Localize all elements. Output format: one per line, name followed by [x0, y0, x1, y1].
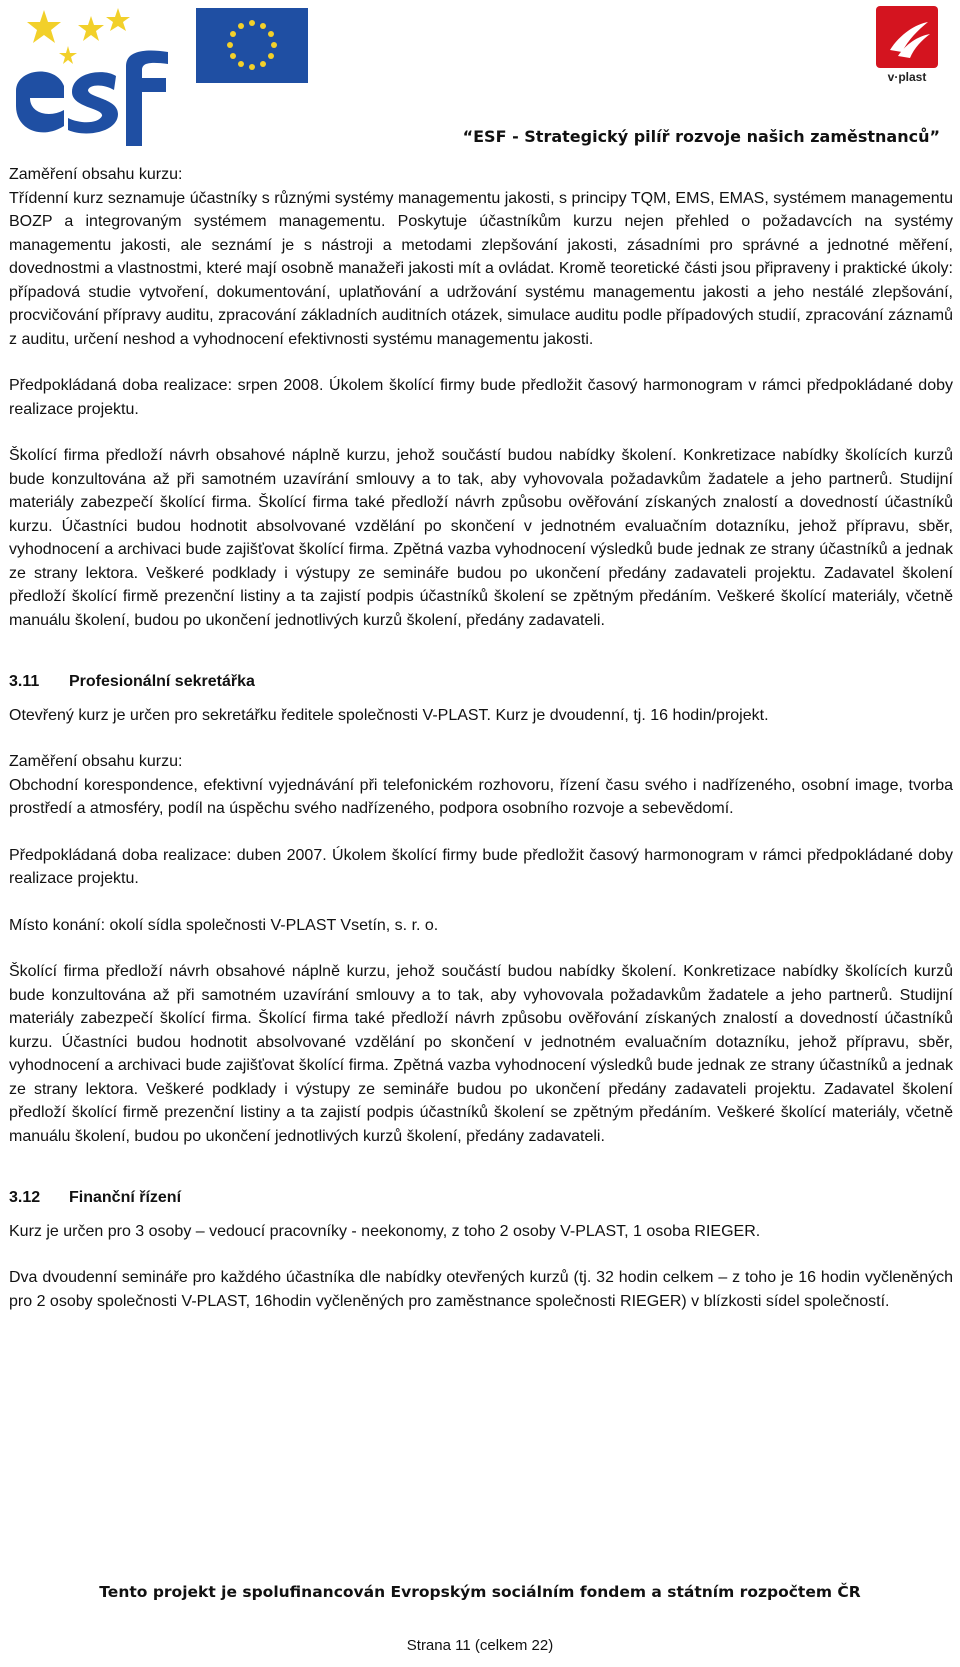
realization-text: Předpokládaná doba realizace: duben 2007. Úkolem školící firmy bude předložit časový harmonogram v rámci předpokládané doby realizace projektu.: [9, 846, 953, 887]
section-number: 3.11: [9, 673, 40, 690]
section-heading-3-12: [9, 1186, 953, 1210]
vplast-mark-icon: [876, 6, 938, 68]
section-number: 3.12: [9, 1189, 41, 1206]
section-title: Finanční řízení: [69, 1189, 182, 1206]
course-content: Obchodní korespondence, efektivní vyjednávání při telefonickém rozhovoru, řízení času svého i nadřízeného, osobní image, tvorba prostředí a atmosféry, podíl na úspěchu svého nadřízeného, podpora osobního rozvoje a sebevědomí.: [9, 776, 953, 817]
course-intro: Kurz je určen pro 3 osoby – vedoucí pracovníky - neekonomy, z toho 2 osoby V-PLAST, 1 osoba RIEGER.: [9, 1222, 761, 1240]
section-heading-3-11: [9, 670, 953, 694]
section-title: Profesionální sekretářka: [69, 673, 255, 690]
content-label: Zaměření obsahu kurzu:: [9, 753, 183, 770]
vplast-logo: [872, 6, 942, 86]
header-slogan: “ESF - Strategický pilíř rozvoje našich zaměstnanců”: [462, 127, 940, 146]
vplast-logo-text: v·plast: [887, 70, 927, 84]
realization-text: Předpokládaná doba realizace: srpen 2008. Úkolem školící firmy bude předložit časový harmonogram v rámci předpokládané doby realizace projektu.: [9, 377, 953, 418]
content-label: Zaměření obsahu kurzu:: [9, 166, 183, 183]
document-body: [9, 163, 953, 1313]
course-intro: Otevřený kurz je určen pro sekretářku ředitele společnosti V-PLAST. Kurz je dvoudenní, tj. 16 hodin/projekt.: [9, 706, 769, 724]
course-details: Dva dvoudenní semináře pro každého účastníka dle nabídky otevřených kurzů (tj. 32 hodin celkem – z toho je 16 hodin vyčleněných pro 2 osoby společnosti V-PLAST, 16hodin vyčleněných pro zaměstnance společnosti RIEGER) v blízkosti sídel společností.: [9, 1269, 953, 1310]
svg-text:esf: esf: [10, 146, 12, 147]
training-firm-text: Školící firma předloží návrh obsahové náplně kurzu, jehož součástí budou nabídky školení. Konkretizace nabídky školících kurzů bude konzultována až při samotném uzavírání smlouvy a to tak, aby vyhovovala požadavkům žadatele a jeho partnerů. Studijní materiály zabezpečí školící firma. Školící firma také předloží návrh způsobu ověřování získaných znalostí a dovedností účastníků kurzu. Účastníci budou hodnotit absolvované vzdělání po skončení v jednotném evaluačním dotazníku, jehož přípravu, sběr, vyhodnocení a archivaci bude zajišťovat školící firma. Zpětná vazba vyhodnocení výsledků bude jednak ze strany účastníků a jednak ze strany lektora. Veškeré podklady i výstupy ze semináře budou po ukončení předány zadavateli projektu. Zadavatel školení předloží školící firmě prezenční listiny a ta zajistí podpis účastníků školení se zpětným předáním. Veškeré školící materiály, včetně manuálu školení, budou po ukončení jednotlivých kurzů školení, předány zadavateli.: [9, 963, 953, 1145]
esf-logo: [6, 6, 176, 151]
training-firm-text: Školící firma předloží návrh obsahové náplně kurzu, jehož součástí budou nabídky školení. Konkretizace nabídky školících kurzů bude konzultována až při samotném uzavírání smlouvy a to tak, aby vyhovovala požadavkům žadatele a jeho partnerů. Studijní materiály zabezpečí školící firma. Školící firma také předloží návrh způsobu ověřování získaných znalostí a dovedností účastníků kurzu. Účastníci budou hodnotit absolvované vzdělání po skončení v jednotném evaluačním dotazníku, jehož přípravu, sběr, vyhodnocení a archivaci bude zajišťovat školící firma. Zpětná vazba vyhodnocení výsledků bude jednak ze strany účastníků a jednak ze strany lektora. Veškeré podklady i výstupy ze semináře budou po ukončení předány zadavateli projektu. Zadavatel školení předloží školící firmě prezenční listiny a ta zajistí podpis účastníků školení se zpětným předáním. Veškeré školící materiály, včetně manuálu školení, budou po ukončení jednotlivých kurzů školení, předány zadavateli.: [9, 447, 953, 629]
page-number: Strana 11 (celkem 22): [406, 1637, 554, 1654]
eu-flag: [196, 8, 308, 83]
location-text: Místo konání: okolí sídla společnosti V-PLAST Vsetín, s. r. o.: [9, 916, 439, 934]
page-header: [0, 0, 960, 160]
funding-note: Tento projekt je spolufinancován Evropským sociálním fondem a státním rozpočtem ČR: [99, 1583, 861, 1601]
course-description: Třídenní kurz seznamuje účastníky s různými systémy managementu jakosti, s principy TQM, EMS, EMAS, systémem managementu BOZP a integrovaným systémem managementu. Poskytuje účastníkům kurzu nejen přehled o požadavcích na systémy managementu jakosti, ale seznámí je s nástroji a metodami zlepšování jakosti, zásadními pro správné a jednotné měření, dovednostmi a vlastnostmi, které mají osobně manažeři jakosti mít a ovládat. Kromě teoretické části jsou připraveny i praktické úkoly: případová studie vytvoření, dokumentování, uplatňování a udržování systému managementu jakosti a jeho nestálé zlepšování, procvičování přípravy auditu, zpracování základních auditních otázek, simulace auditu podle případových studií, zpracování záznamů z auditu, určení neshod a vyhodnocení efektivnosti systému managementu jakosti.: [9, 189, 953, 348]
eu-stars-icon: [196, 8, 308, 83]
